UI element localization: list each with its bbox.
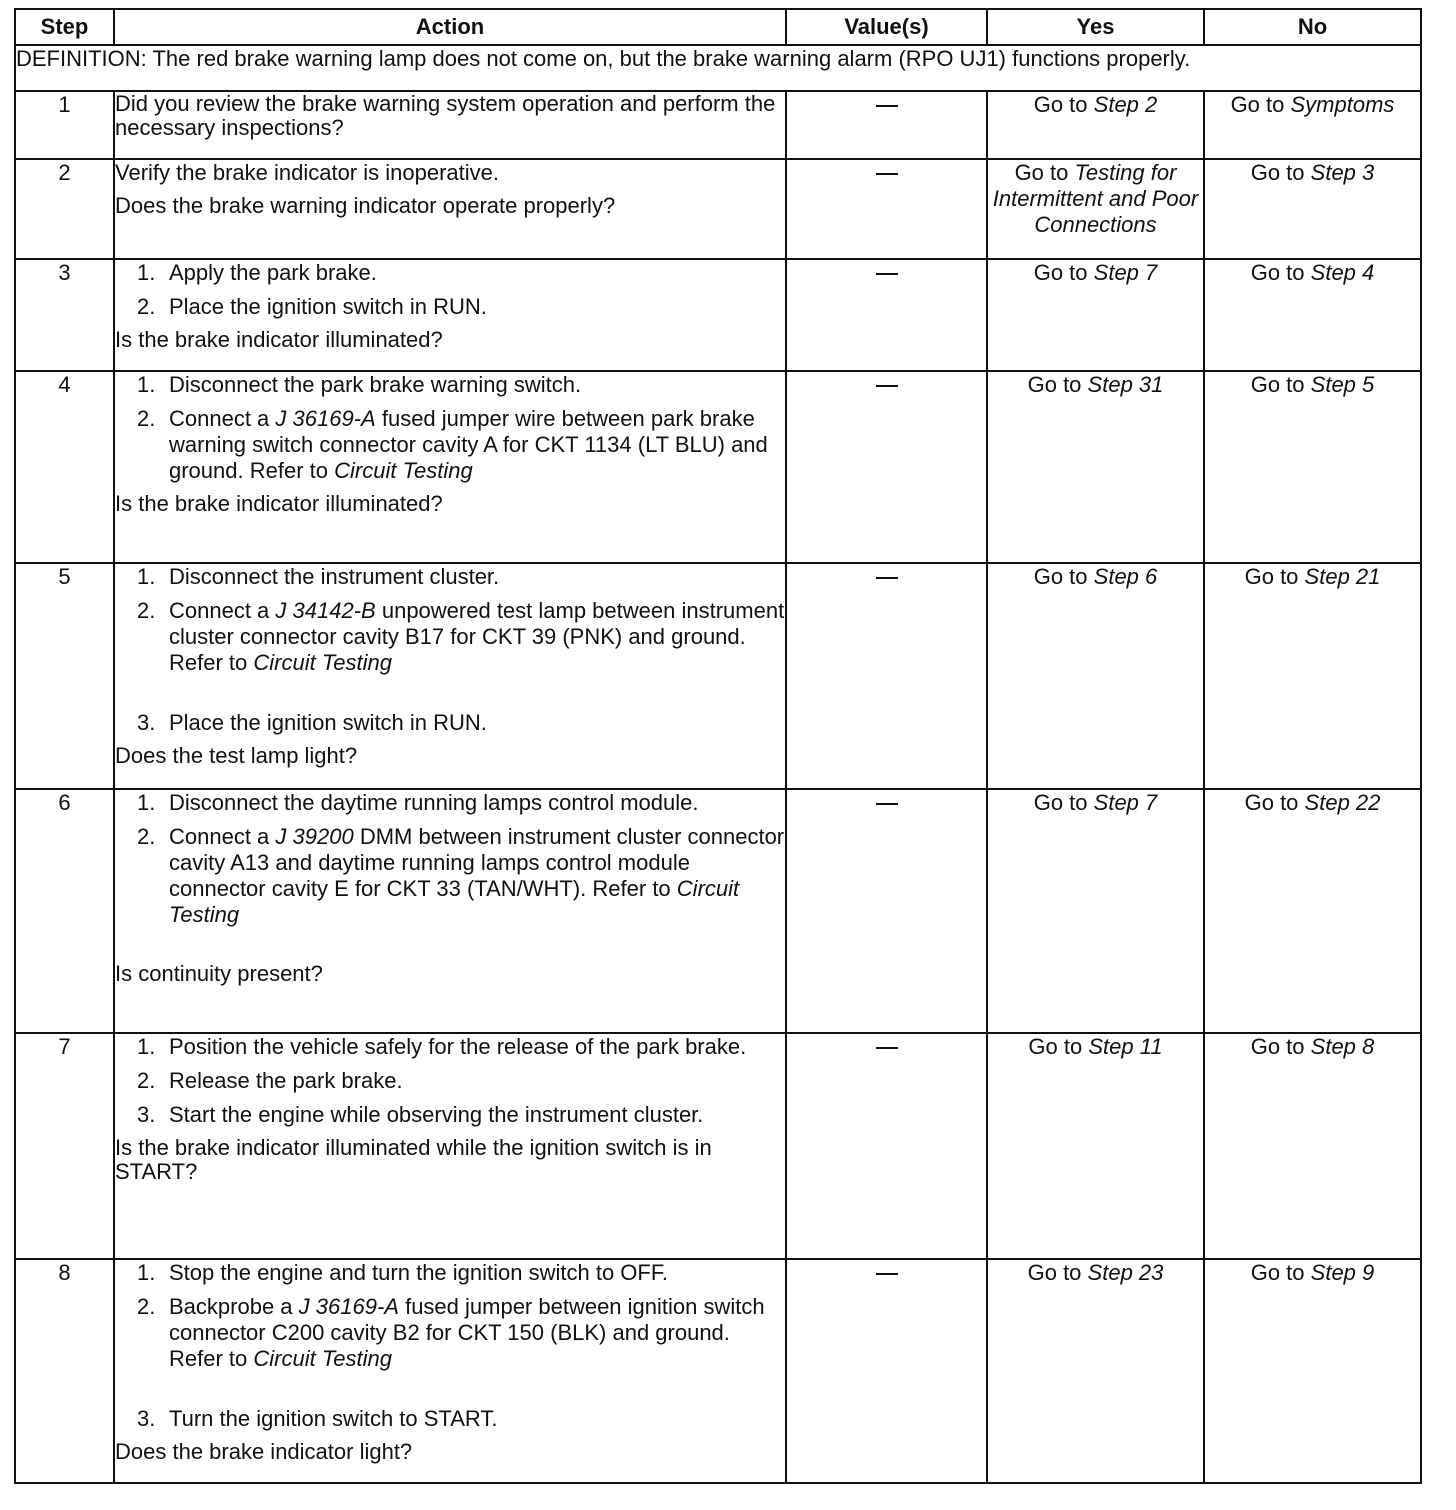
yes-target: Step 2 (1093, 92, 1158, 117)
yes-cell: Go to Step 7 (987, 789, 1204, 1033)
value-cell (786, 259, 987, 371)
step-number: 5 (15, 563, 114, 789)
action-item: 1. Apply the park brake. (137, 260, 377, 285)
no-cell: Go to Step 9 (1204, 1259, 1421, 1483)
action-cell (114, 91, 786, 159)
value-cell (786, 789, 987, 1033)
yes-cell: Go to Testing for Intermittent and Poor Connections (987, 159, 1204, 259)
question-text: Did you review the brake warning system operation and perform the necessary inspections? (115, 91, 776, 140)
question-text: Does the brake warning indicator operate properly? (115, 193, 616, 218)
question-text: Is the brake indicator illuminated? (115, 327, 443, 352)
step-row (15, 789, 1421, 1033)
step-row (15, 371, 1421, 563)
action-item: 2. Connect a J 36169-A fused jumper wire between park brake warning switch connector cavity A for CKT 1134 (LT BLU) and ground. Refer to Circuit Testing (137, 406, 768, 483)
action-item: 3. Place the ignition switch in RUN. (137, 710, 487, 735)
diagnostic-table (14, 8, 1422, 1484)
diagnostic-page (14, 8, 1420, 1484)
action-item: 1. Disconnect the instrument cluster. (137, 564, 500, 589)
reference-link: Circuit Testing (253, 650, 392, 675)
value-dash (876, 273, 898, 275)
yes-target: Step 7 (1093, 790, 1158, 815)
value-cell (786, 1033, 987, 1259)
no-target: Step 4 (1310, 260, 1375, 285)
no-cell: Go to Symptoms (1204, 91, 1421, 159)
step-row (15, 259, 1421, 371)
value-dash (876, 803, 898, 805)
step-number: 6 (15, 789, 114, 1033)
header-row (15, 9, 1421, 45)
reference-link: Circuit Testing (169, 876, 740, 927)
yes-cell: Go to Step 11 (987, 1033, 1204, 1259)
no-target: Symptoms (1290, 92, 1395, 117)
action-cell (114, 563, 786, 789)
tool-number: J 36169-A (298, 1294, 399, 1319)
value-dash (876, 577, 898, 579)
tool-number: J 39200 (275, 824, 354, 849)
no-cell: Go to Step 21 (1204, 563, 1421, 789)
action-item: 3. Start the engine while observing the instrument cluster. (137, 1102, 704, 1127)
step-number: 3 (15, 259, 114, 371)
value-cell (786, 371, 987, 563)
step-number: 4 (15, 371, 114, 563)
value-dash (876, 173, 898, 175)
no-cell: Go to Step 5 (1204, 371, 1421, 563)
header-action: Action (114, 9, 786, 45)
action-cell (114, 789, 786, 1033)
definition-text: DEFINITION: The red brake warning lamp does not come on, but the brake warning alarm (RPO UJ1) functions properly. (15, 45, 1421, 91)
question-text: Is the brake indicator illuminated? (115, 491, 443, 516)
value-dash (876, 1273, 898, 1275)
no-target: Step 21 (1304, 564, 1381, 589)
action-item: 1. Disconnect the daytime running lamps control module. (137, 790, 699, 815)
action-item: 2. Connect a J 39200 DMM between instrument cluster connector cavity A13 and daytime running lamps control module connector cavity E for CKT 33 (TAN/WHT). Refer to Circuit Testing (137, 824, 785, 927)
tool-number: J 34142-B (275, 598, 376, 623)
action-item: 2. Backprobe a J 36169-A fused jumper between ignition switch connector C200 cavity B2 for CKT 150 (BLK) and ground. Refer to Circuit Testing (137, 1294, 765, 1371)
action-cell (114, 159, 786, 259)
step-row (15, 91, 1421, 159)
action-item: 2. Place the ignition switch in RUN. (137, 294, 487, 319)
yes-cell: Go to Step 23 (987, 1259, 1204, 1483)
header-yes: Yes (987, 9, 1204, 45)
yes-target: Step 6 (1093, 564, 1158, 589)
action-item: 2. Release the park brake. (137, 1068, 403, 1093)
no-cell: Go to Step 4 (1204, 259, 1421, 371)
reference-link: Circuit Testing (253, 1346, 392, 1371)
no-cell: Go to Step 8 (1204, 1033, 1421, 1259)
step-row (15, 159, 1421, 259)
value-cell (786, 1259, 987, 1483)
step-number: 2 (15, 159, 114, 259)
value-cell (786, 159, 987, 259)
definition-row (15, 45, 1421, 91)
yes-target: Testing for Intermittent and Poor Connections (992, 160, 1199, 237)
value-dash (876, 1047, 898, 1049)
yes-cell: Go to Step 31 (987, 371, 1204, 563)
no-target: Step 8 (1310, 1034, 1375, 1059)
yes-cell: Go to Step 2 (987, 91, 1204, 159)
action-item: 1. Stop the engine and turn the ignition switch to OFF. (137, 1260, 668, 1285)
action-item: 2. Connect a J 34142-B unpowered test lamp between instrument cluster connector cavity B17 for CKT 39 (PNK) and ground. Refer to Circuit Testing (137, 598, 785, 675)
header-no: No (1204, 9, 1421, 45)
header-step: Step (15, 9, 114, 45)
value-dash (876, 385, 898, 387)
yes-target: Step 11 (1088, 1034, 1163, 1059)
header-values: Value(s) (786, 9, 987, 45)
step-row (15, 563, 1421, 789)
question-text: Does the brake indicator light? (115, 1439, 413, 1464)
step-number: 7 (15, 1033, 114, 1259)
step-number: 1 (15, 91, 114, 159)
tool-number: J 36169-A (275, 406, 376, 431)
step-row (15, 1259, 1421, 1483)
yes-target: Step 7 (1093, 260, 1158, 285)
question-text: Does the test lamp light? (115, 743, 358, 768)
action-cell (114, 1259, 786, 1483)
action-item: 3. Turn the ignition switch to START. (137, 1406, 498, 1431)
action-cell (114, 1033, 786, 1259)
no-cell: Go to Step 3 (1204, 159, 1421, 259)
question-text: Is the brake indicator illuminated while the ignition switch is in START? (115, 1135, 712, 1184)
yes-cell: Go to Step 7 (987, 259, 1204, 371)
step-row (15, 1033, 1421, 1259)
action-item: 1. Position the vehicle safely for the release of the park brake. (137, 1034, 747, 1059)
value-cell (786, 91, 987, 159)
value-dash (876, 105, 898, 107)
no-cell: Go to Step 22 (1204, 789, 1421, 1033)
intro-text: Verify the brake indicator is inoperative. (115, 160, 499, 185)
no-target: Step 3 (1310, 160, 1375, 185)
no-target: Step 5 (1310, 372, 1375, 397)
no-target: Step 22 (1304, 790, 1381, 815)
action-cell (114, 259, 786, 371)
value-cell (786, 563, 987, 789)
question-text: Is continuity present? (115, 961, 323, 986)
yes-cell: Go to Step 6 (987, 563, 1204, 789)
action-cell (114, 371, 786, 563)
no-target: Step 9 (1310, 1260, 1375, 1285)
step-number: 8 (15, 1259, 114, 1483)
action-item: 1. Disconnect the park brake warning switch. (137, 372, 582, 397)
yes-target: Step 23 (1087, 1260, 1164, 1285)
yes-target: Step 31 (1087, 372, 1164, 397)
reference-link: Circuit Testing (334, 458, 473, 483)
